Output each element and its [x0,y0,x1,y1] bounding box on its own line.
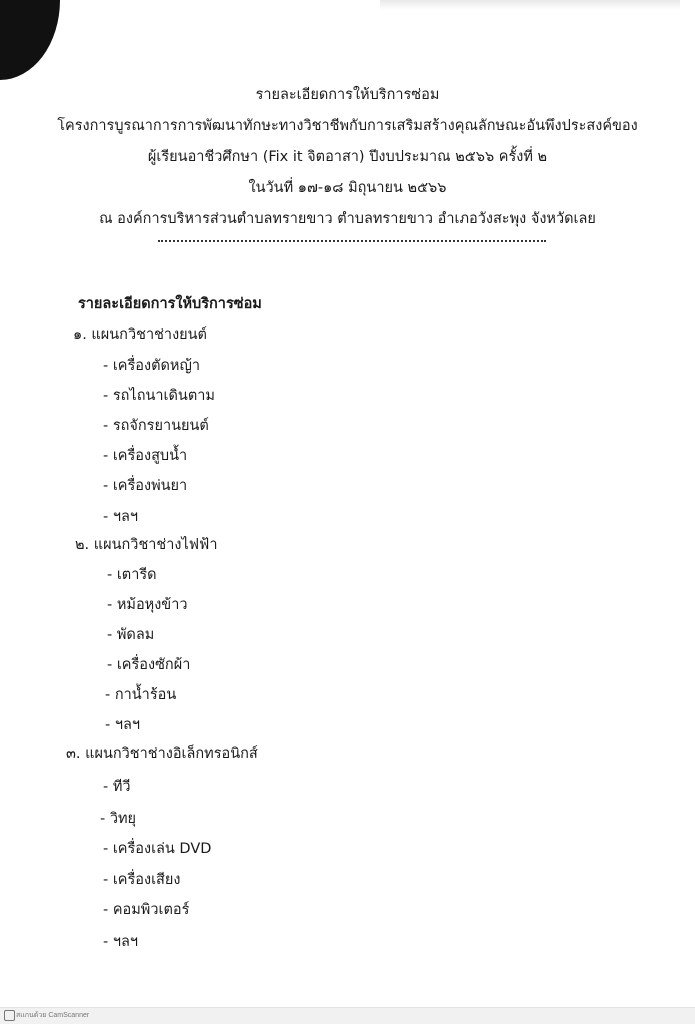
list-item: - กาน้ำร้อน [105,687,177,703]
list-item: - รถไถนาเดินตาม [103,388,215,404]
scanner-footer [0,1007,695,1024]
scanner-watermark-text: สแกนด้วย CamScanner [16,1012,90,1019]
list-item: - เครื่องซักผ้า [107,657,191,673]
category-title: ๓. แผนกวิชาช่างอิเล็กทรอนิกส์ [66,746,258,762]
camscanner-logo-icon [4,1010,15,1021]
header-project-line: โครงการบูรณาการการพัฒนาทักษะทางวิชาชีพกับการเสริมสร้างคุณลักษณะอันพึงประสงค์ของ [57,118,638,134]
list-item: - ฯลฯ [105,717,141,733]
list-item: - หม้อหุงข้าว [107,597,188,613]
list-item: - พัดลม [107,627,155,643]
list-item: - ทีวี [103,779,131,795]
dotted-separator [158,240,546,242]
category-title: ๑. แผนกวิชาช่างยนต์ [73,327,207,343]
scan-edge-shadow [380,0,680,10]
list-item: - เครื่องพ่นยา [103,478,188,494]
list-item: - ฯลฯ [103,934,139,950]
list-item: - เตารีด [107,567,157,583]
section-title: รายละเอียดการให้บริการซ่อม [78,296,262,312]
header-project-line-2: ผู้เรียนอาชีวศึกษา (Fix it จิตอาสา) ปีงบประมาณ ๒๕๖๖ ครั้งที่ ๒ [147,149,548,165]
list-item: - เครื่องตัดหญ้า [103,358,200,374]
list-item: - วิทยุ [100,811,137,827]
list-item: - คอมพิวเตอร์ [103,902,190,918]
header-date: ในวันที่ ๑๗-๑๘ มิถุนายน ๒๕๖๖ [248,180,447,196]
scan-corner-shadow [0,0,60,80]
header-location: ณ องค์การบริหารส่วนตำบลทรายขาว ตำบลทรายขาว อำเภอวังสะพุง จังหวัดเลย [99,211,596,227]
category-title: ๒. แผนกวิชาช่างไฟฟ้า [75,537,218,553]
list-item: - เครื่องเล่น DVD [103,841,212,857]
header-title: รายละเอียดการให้บริการซ่อม [255,87,440,103]
list-item: - เครื่องเสียง [103,872,181,888]
list-item: - ฯลฯ [103,509,139,525]
list-item: - รถจักรยานยนต์ [103,418,209,434]
document-header [0,80,695,235]
list-item: - เครื่องสูบน้ำ [103,448,188,464]
